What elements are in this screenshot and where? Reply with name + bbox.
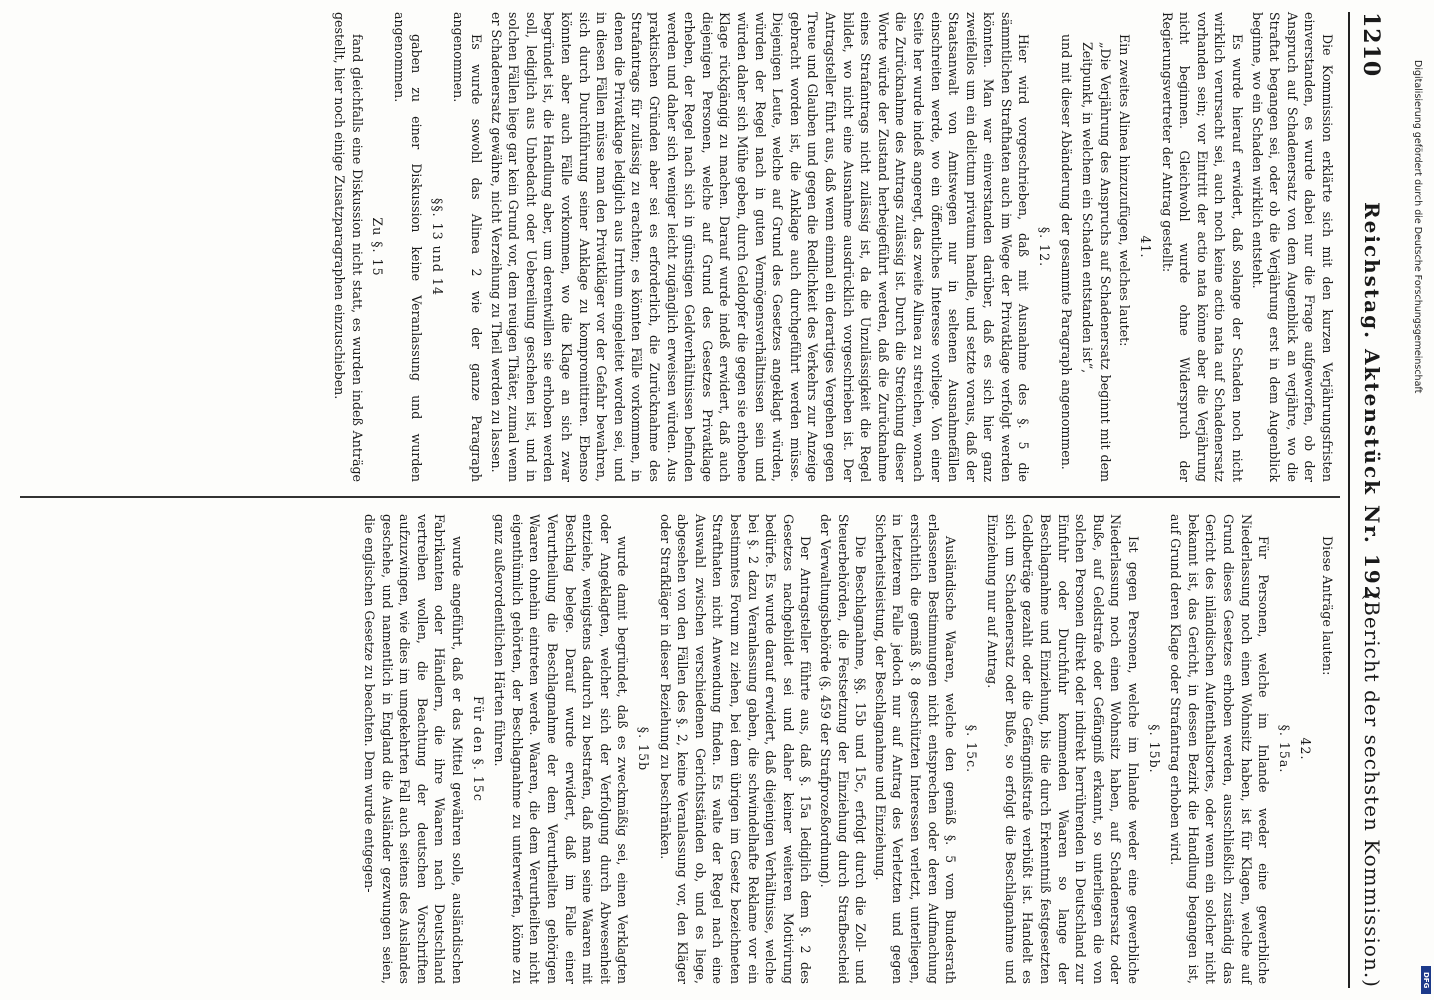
paragraph: Ein zweites Alinea hinzuzufügen, welches lautet: <box>1117 34 1133 347</box>
paragraph: Ist gegen Personen, welche im Inlande weder eine gewerbliche Niederlassung noch einen Wohnsitz haben, auf Schadenersatz oder Buße, auf Geldstrafe oder Gefängniß erkannt, so unterliegen die von solchen Personen direkt oder indirekt herrührenden in Deutschland zur Einfuhr oder Durchfuhr kommenden Waaren so lange der Beschlagnahme und Einziehung, bis die durch Erkenntniß festgesetzten Geldbeträge gezahlt oder die Gefängnißstrafe verbüßt ist. Handelt es sich um Schadenersatz oder Buße, so erfolgt die Beschlagnahme und Einziehung nur auf Antrag. <box>985 514 1142 984</box>
paragraph: Ausländische Waaren, welche den gemäß §. 5 vom Bundesrath erlassenen Bestimmungen nicht entsprechen oder deren Aufmachung ersichtlich die gemäß §. 8 geschützten Interessen verletzt, unterliegen, in letzterem Falle jedoch nur auf Antrag des Verletzten und gegen Sicherheitsleistung, der Beschlagnahme und Einziehung. <box>872 514 959 984</box>
paragraph: Der Antragsteller führte aus, daß §. 15a lediglich dem §. 2 des Gesetzes nachgebildet sei und daher keiner weiteren Motivirung bedürfe. Es wurde darauf erwidert, daß diejenigen Verhältnisse, welche bei §. 2 dazu Veranlassung gaben, die schwindelhafte Reklame vor ein bestimmtes Forum zu ziehen, bei dem übrigen im Gesetz bezeichneten Strafthaten nicht Anwendung finden. Es walte der Regel nach eine Auswahl zwischen verschiedenen Gerichtsständen ob, und es liege, abgesehen von den Fällen des §. 2, keine Veranlassung vor, den Kläger oder Strafkläger in dieser Beziehung zu beschränken. <box>657 514 814 984</box>
paragraph: wurde angeführt, daß er das Mittel gewähren solle, ausländischen Fabrikanten oder Händlern, die ihre Waaren nach Deutschland vertreiben wollen, die Beachtung der deutschen Vorschriften aufzuzwingen, wie dies im umgekehrten Fall auch seitens des Auslandes geschehe, und namentlich in England die Ausländer gezwungen seien, die englischen Gesetze zu beachten. Dem wurde entgegen- <box>362 514 466 984</box>
paragraph: Es wurde hierauf erwidert, daß solange der Schaden noch nicht wirklich verursacht sei, auch noch keine actio nata auf Schadenersatz vorhanden sein; vor Eintritt der actio nata könne aber die Verjährung nicht beginnen. Gleichwohl wurde ohne Widerspruch der Regierungsvertreter der Antrag gestellt: <box>1159 12 1246 482</box>
paragraph: Die Beschlagnahme, §§. 15b und 15c, erfolgt durch die Zoll- und Steuerbehörden, die Festsetzung der Einziehung durch Strafbescheid der Verwaltungsbehörde (§. 459 der Strafprozeßordnung). <box>817 514 869 984</box>
paragraph: Hier wird vorgeschrieben, daß mit Ausnahme des §. 5 die sämmtlichen Strafthaten auch im Wege der Privatklage verfolgt werden könnten. Man war einverstanden darüber, daß es sich hier ganz zweifellos um ein delictum privatum handle, und setzte voraus, daß der Staatsanwalt von Amtswegen nur in seltenen Ausnahmefällen einschreiten werde, wo ein öffentliches Interesse vorliege. Von einer Seite her wurde indeß angeregt, das zweite Alinea zu streichen, wonach die Zurücknahme des Antrags zulässig ist. Durch die Streichung dieser Worte würde der Zustand herbeigeführt werden, daß die Zurücknahme eines Strafantrags nicht zulässig ist, da die Unzulässigkeit die Regel bildet, wo nicht eine Ausnahme ausdrücklich vorgeschrieben ist. Der Antragsteller führt aus, daß wenn einmal ein derartiges Vergehen gegen Treue und Glauben und gegen die Redlichkeit des Verkehrs zur Anzeige gebracht worden ist, die Anklage auch durchgeführt werden müsse. Diejenigen Leute, welche auf Grund des Gesetzes angeklagt würden, würden der Regel nach in guten Vermögensverhältnissen sein und würden daher sich Mühe geben, durch Geldopfer die gegen sie erhobene Klage rückgängig zu machen. Darauf wurde indeß erwidert, daß auch diejenigen Personen, welche auf Grund des Gesetzes Privatklage erheben, der Regel nach sich in günstigen Geldverhältnissen befinden werden und daher sich weniger leicht zugänglich erweisen würden. Aus praktischen Gründen aber sei es erforderlich, die Zurücknahme des Strafantrags für zulässig zu erachten; es könnten Fälle vorkommen, in denen die Privatklage lediglich aus Irrthum eingeleitet worden sei, und in diesen Fällen müsse man den Privatkläger vor der Gefahr bewahren, sich durch Durchführung seiner Anklage zu kompromittiren. Ebenso könnten aber auch Fälle vorkommen, wo die Klage an sich zwar begründet ist, die Handlung aber, um derentwillen sie erhoben werden soll, lediglich aus Unbedacht oder Uebereilung geschehen ist, und in solchen Fällen liege gar kein Grund vor, dem reuigen Thäter, zumal wenn er Schadenersatz gewähre, nicht Verzeihung zu Theil werden zu lassen. <box>488 12 1032 482</box>
paragraph: und mit dieser Abänderung der gesammte Paragraph angenommen. <box>1058 34 1074 470</box>
section-heading: Für den §. 15c <box>470 696 486 802</box>
paragraph: gaben zu einer Diskussion keine Veranlassung und wurden angenommen. <box>391 12 425 482</box>
section-heading: §. 12. <box>1037 226 1053 268</box>
page-header <box>1350 12 1390 988</box>
paragraph: Es wurde sowohl das Alinea 2 wie der ganze Paragraph angenommen. <box>451 12 485 482</box>
digitization-credit: Digitalisierung gefördert durch die Deutsche Forschungsgemeinschaft <box>1412 60 1423 394</box>
section-heading: §. 15b. <box>1146 724 1162 774</box>
paragraph: fand gleichfalls eine Diskussion nicht statt, es wurden indeß Anträge gestellt, hier noch einige Zusatzparagraphen einzuschieben. <box>331 12 365 482</box>
right-column <box>359 514 1336 984</box>
section-heading: §§. 13 und 14 <box>429 198 445 296</box>
paragraph: Diese Anträge lauten: <box>1320 536 1335 676</box>
header-title: Reichstag. Aktenstück Nr. 192. <box>1360 202 1384 611</box>
paragraph: Die Kommission erklärte sich mit den kurzen Verjährungsfristen einverstanden, es wurde dabei nur die Frage aufgeworfen, ob der Anspruch auf Schadenersatz von dem Augenblick an verjähre, wo die Straftat begangen sei, oder ob die Verjährung erst in dem Augenblick beginne, wo ein Schaden wirklich entsteht. <box>1249 12 1335 482</box>
section-heading: §. 15b <box>636 726 652 772</box>
page-number: 1210 <box>1358 12 1384 78</box>
section-heading: 42. <box>1298 737 1314 761</box>
header-rule <box>1348 12 1350 988</box>
paragraph: wurde damit begründet, daß es zweckmäßig sei, einen Verklagten oder Angeklagten, welcher sich der Verfolgung durch Abwesenheit entziehe, wenigstens dadurch zu bestrafen, daß man seine Waaren mit Beschlag belege. Darauf wurde erwidert, daß im Falle einer Verurtheilung die Beschlagnahme der dem Verurtheilten gehörigen Waaren ohnehin eintreten werde. Waaren, die dem Verurtheilten nicht eigenthümlich gehörten, der Beschlagnahme zu unterwerfen, könne zu ganz außerordentlichen Härten führen. <box>492 514 631 984</box>
column-divider <box>20 496 1340 498</box>
left-column <box>328 12 1336 482</box>
section-heading: 41. <box>1138 235 1154 259</box>
header-report: (Bericht der sechsten Kommission.) <box>1360 592 1384 988</box>
rotated-page-content <box>2 0 1402 1000</box>
section-heading: §. 15c. <box>963 724 979 774</box>
section-heading: Zu §. 15 <box>370 217 386 277</box>
quoted-text: „Die Verjährung des Anspruchs auf Schadenersatz beginnt mit dem Zeitpunkt, in welchem ein Schaden entstanden ist“, <box>1080 42 1113 482</box>
section-heading: §. 15a. <box>1276 724 1292 774</box>
paragraph: Für Personen, welche im Inlande weder eine gewerbliche Niederlassung noch einen Wohnsitz haben, ist für Klagen, welche auf Grund dieses Gesetzes erhoben werden, ausschließlich zuständig das Gericht des inländischen Aufenthaltsortes, oder wenn ein solcher nicht bekannt ist, das Gericht, in dessen Bezirk die Handlung begangen ist, auf Grund deren Klage oder Strafantrag erhoben wird. <box>1168 514 1272 984</box>
dfg-logo: DFG <box>1421 966 1431 994</box>
